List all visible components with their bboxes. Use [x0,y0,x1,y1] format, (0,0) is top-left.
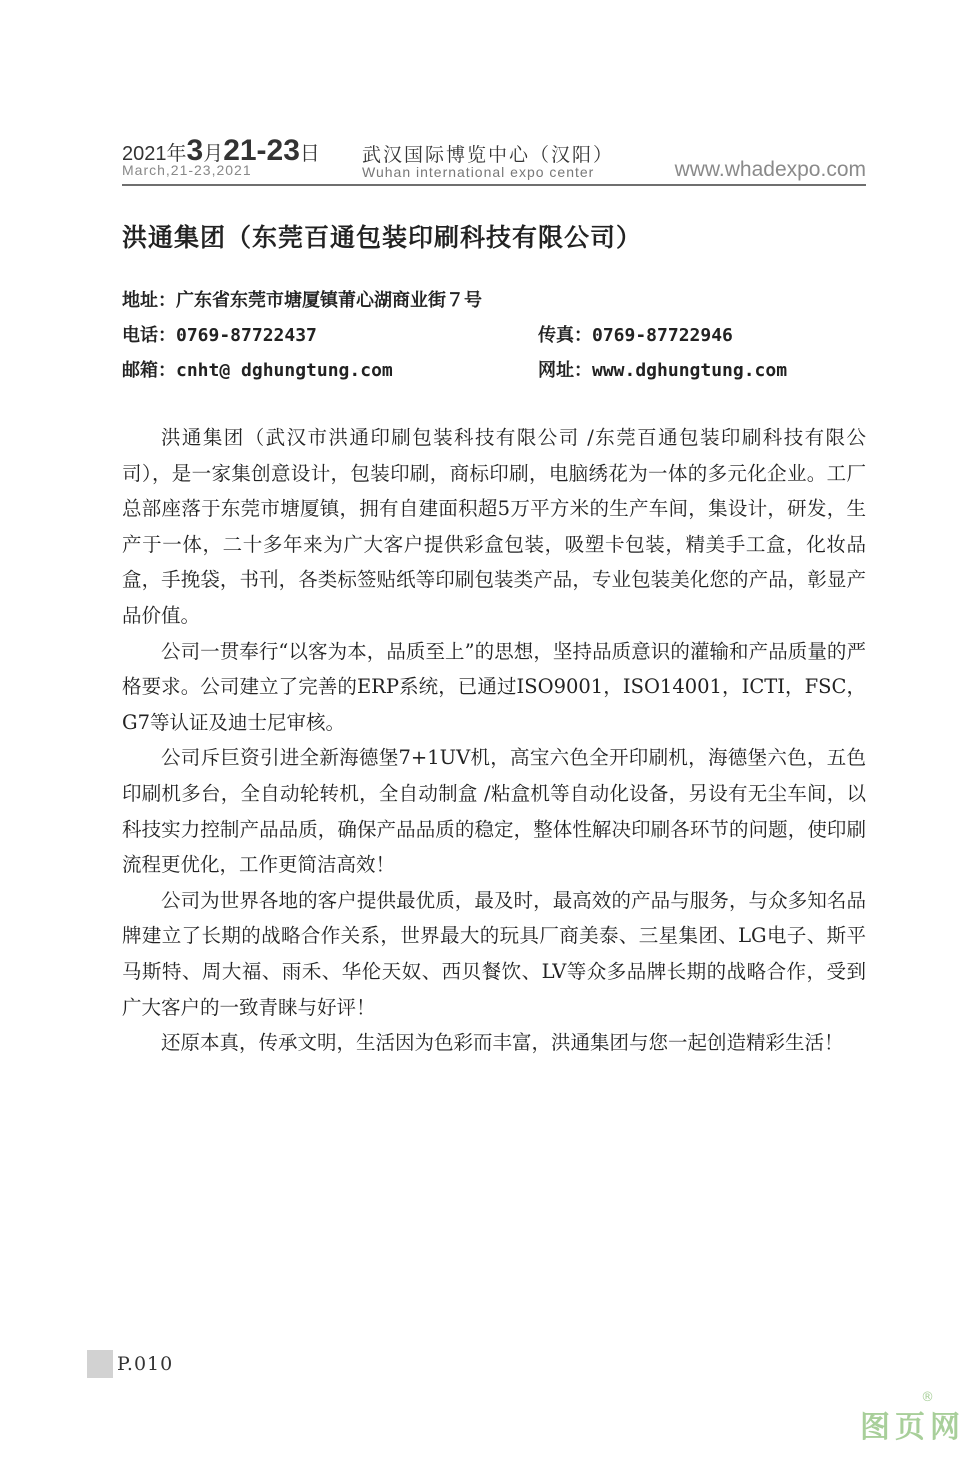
company-title: 洪通集团（东莞百通包装印刷科技有限公司） [122,223,643,252]
page-number: P.010 [117,1353,174,1375]
phone-label: 电话： [122,325,176,346]
contact-block [122,286,866,391]
email-label: 邮箱： [122,360,176,381]
event-date-english: March,21-23,2021 [122,162,252,178]
company-description [122,420,866,1061]
address-row [122,286,866,321]
date-month: 3 [186,134,204,167]
venue-english: Wuhan international expo center [362,164,595,180]
fax-value: 0769-87722946 [592,325,733,346]
venue-chinese: 武汉国际博览中心（汉阳） [362,144,615,166]
date-day-unit: 日 [299,143,320,165]
email-web-row [122,356,866,391]
header-divider [122,184,866,186]
paragraph-clients: 公司为世界各地的客户提供最优质，最及时，最高效的产品与服务，与众多知名品牌建立了长期的战略合作关系，世界最大的玩具厂商美泰、三星集团、LG电子、斯平马斯特、周大福、雨禾、华伦天奴、西贝餐饮、LV等众多品牌长期的战略合作，受到广大客户的一致青睐与好评！ [122,888,866,1019]
address-label: 地址： [122,290,176,311]
page-header [122,130,866,188]
web-label: 网址： [538,360,592,381]
paragraph-intro: 洪通集团（武汉市洪通印刷包装科技有限公司 /东莞百通包装印刷科技有限公司），是一家集创意设计，包装印刷，商标印刷，电脑绣花为一体的多元化企业。工厂总部座落于东莞市塘厦镇，拥有自建面积超5万平方米的生产车间，集设计，研发，生产于一体，二十多年来为广大客户提供彩盒包装，吸塑卡包装，精美手工盒，化妆品盒，手挽袋，书刊，各类标签贴纸等印刷包装类产品，专业包装美化您的产品，彰显产品价值。 [122,426,866,627]
date-days: 21-23 [223,134,300,167]
date-year: 2021年 [122,143,187,165]
watermark-text: 图页网 [860,1410,965,1445]
fax-label: 传真： [538,325,592,346]
web-value: www.dghungtung.com [592,360,788,381]
paragraph-closing: 还原本真，传承文明，生活因为色彩而丰富，洪通集团与您一起创造精彩生活！ [161,1031,844,1055]
phone-value: 0769-87722437 [176,325,317,346]
phone-fax-row [122,321,866,356]
page-number-tab [87,1350,113,1378]
paragraph-equipment: 公司斥巨资引进全新海德堡7+1UV机，高宝六色全开印刷机，海德堡六色，五色印刷机多台，全自动轮转机，全自动制盒 /粘盒机等自动化设备，另设有无尘车间，以科技实力控制产品品质，确保产品品质的稳定，整体性解决印刷各环节的问题，使印刷流程更优化，工作更简洁高效！ [122,746,866,877]
paragraph-quality: 公司一贯奉行“以客为本，品质至上”的思想，坚持品质意识的灌输和产品质量的严格要求。公司建立了完善的ERP系统，已通过ISO9001，ISO14001，ICTI，FSC，G7等认证及迪士尼审核。 [122,639,866,734]
expo-website: www.whadexpo.com [674,158,866,181]
registered-mark: ® [921,1390,934,1405]
site-watermark [860,1390,970,1450]
address-value: 广东省东莞市塘厦镇莆心湖商业街７号 [176,290,482,311]
date-month-unit: 月 [203,143,224,165]
email-value: cnht@ dghungtung.com [176,360,393,381]
